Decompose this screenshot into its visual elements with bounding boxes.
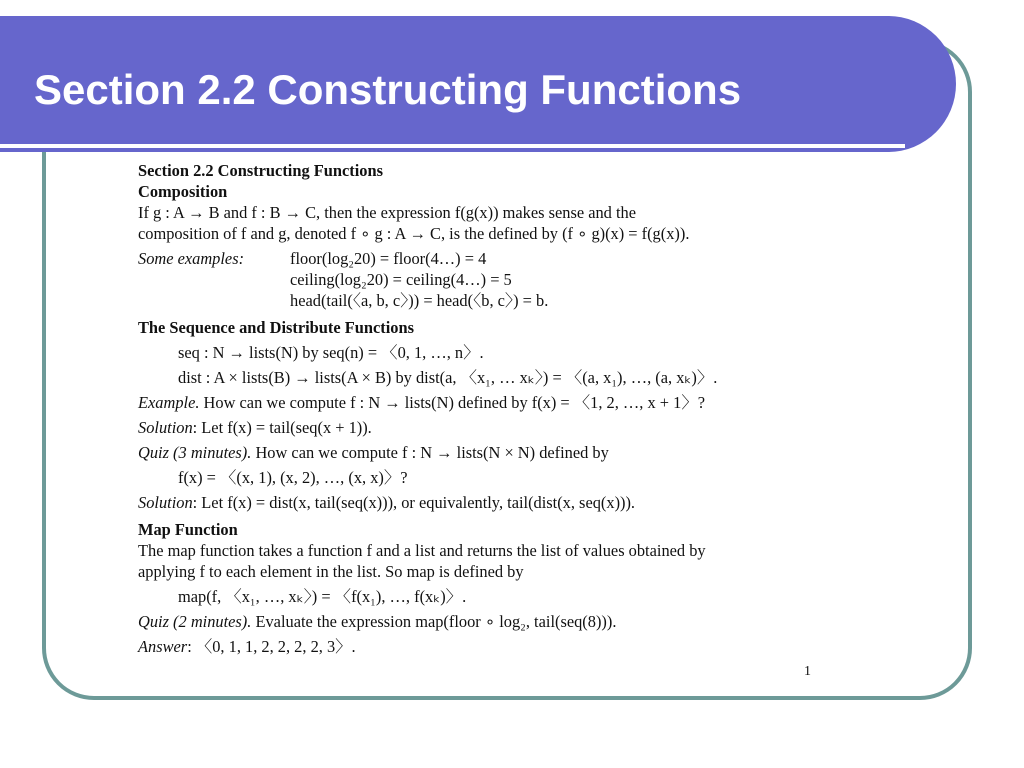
solution-1	[138, 417, 858, 438]
examples-block	[138, 248, 858, 311]
slide-number: 1	[804, 664, 811, 679]
solution-label: Solution	[138, 418, 193, 437]
answer-text: : 〈0, 1, 1, 2, 2, 2, 2, 3〉.	[187, 637, 356, 656]
examples-label: Some examples:	[138, 249, 245, 268]
example-label: Example.	[138, 393, 200, 412]
solution-text: : Let f(x) = tail(seq(x + 1)).	[192, 418, 372, 437]
composition-heading: Composition	[138, 182, 228, 201]
map-line-2: applying f to each element in the list. So map is defined by	[138, 562, 524, 581]
example-item: head(tail(〈a, b, c〉)) = head(〈b, c〉) = b.	[290, 291, 549, 310]
section-heading: Section 2.2 Constructing Functions	[138, 161, 383, 180]
seq-definition: seq : N → lists(N) by seq(n) = 〈0, 1, …, n〉.	[178, 343, 484, 362]
solution-2	[138, 492, 858, 513]
quiz-label: Quiz (3 minutes).	[138, 443, 252, 462]
example-text: How can we compute f : N → lists(N) defined by f(x) = 〈1, 2, …, x + 1〉?	[199, 393, 706, 412]
map-heading: Map Function	[138, 520, 238, 539]
quiz-text: How can we compute f : N → lists(N × N) defined by	[251, 443, 609, 462]
title-underline	[0, 144, 905, 148]
answer-label: Answer	[138, 637, 188, 656]
quiz-1	[138, 442, 858, 463]
slide-content	[138, 160, 858, 657]
map-line-1: The map function takes a function f and a list and returns the list of values obtained by	[138, 541, 706, 560]
quiz-text: Evaluate the expression map(floor ∘ log₂, tail(seq(8))).	[251, 612, 617, 631]
quiz-2	[138, 611, 858, 632]
example-item: floor(log₂20) = floor(4…) = 4	[290, 249, 487, 268]
composition-line-2: composition of f and g, denoted f ∘ g : A → C, is the defined by (f ∘ g)(x) = f(g(x)).	[138, 224, 690, 243]
title-bar	[0, 16, 956, 152]
quiz-1-formula: f(x) = 〈(x, 1), (x, 2), …, (x, x)〉?	[178, 468, 408, 487]
quiz-label: Quiz (2 minutes).	[138, 612, 252, 631]
sequence-heading: The Sequence and Distribute Functions	[138, 318, 414, 337]
slide-title: Section 2.2 Constructing Functions	[34, 66, 742, 113]
dist-definition: dist : A × lists(B) → lists(A × B) by dist(a, 〈x₁, … xₖ〉) = 〈(a, x₁), …, (a, xₖ)〉.	[178, 368, 718, 387]
answer	[138, 636, 858, 657]
map-definition: map(f, 〈x₁, …, xₖ〉) = 〈f(x₁), …, f(xₖ)〉.	[178, 587, 467, 606]
composition-line-1: If g : A → B and f : B → C, then the expression f(g(x)) makes sense and the	[138, 203, 636, 222]
example-question	[138, 392, 858, 413]
example-item: ceiling(log₂20) = ceiling(4…) = 5	[290, 270, 512, 289]
solution-label: Solution	[138, 493, 193, 512]
solution-text: : Let f(x) = dist(x, tail(seq(x))), or equivalently, tail(dist(x, seq(x))).	[192, 493, 636, 512]
